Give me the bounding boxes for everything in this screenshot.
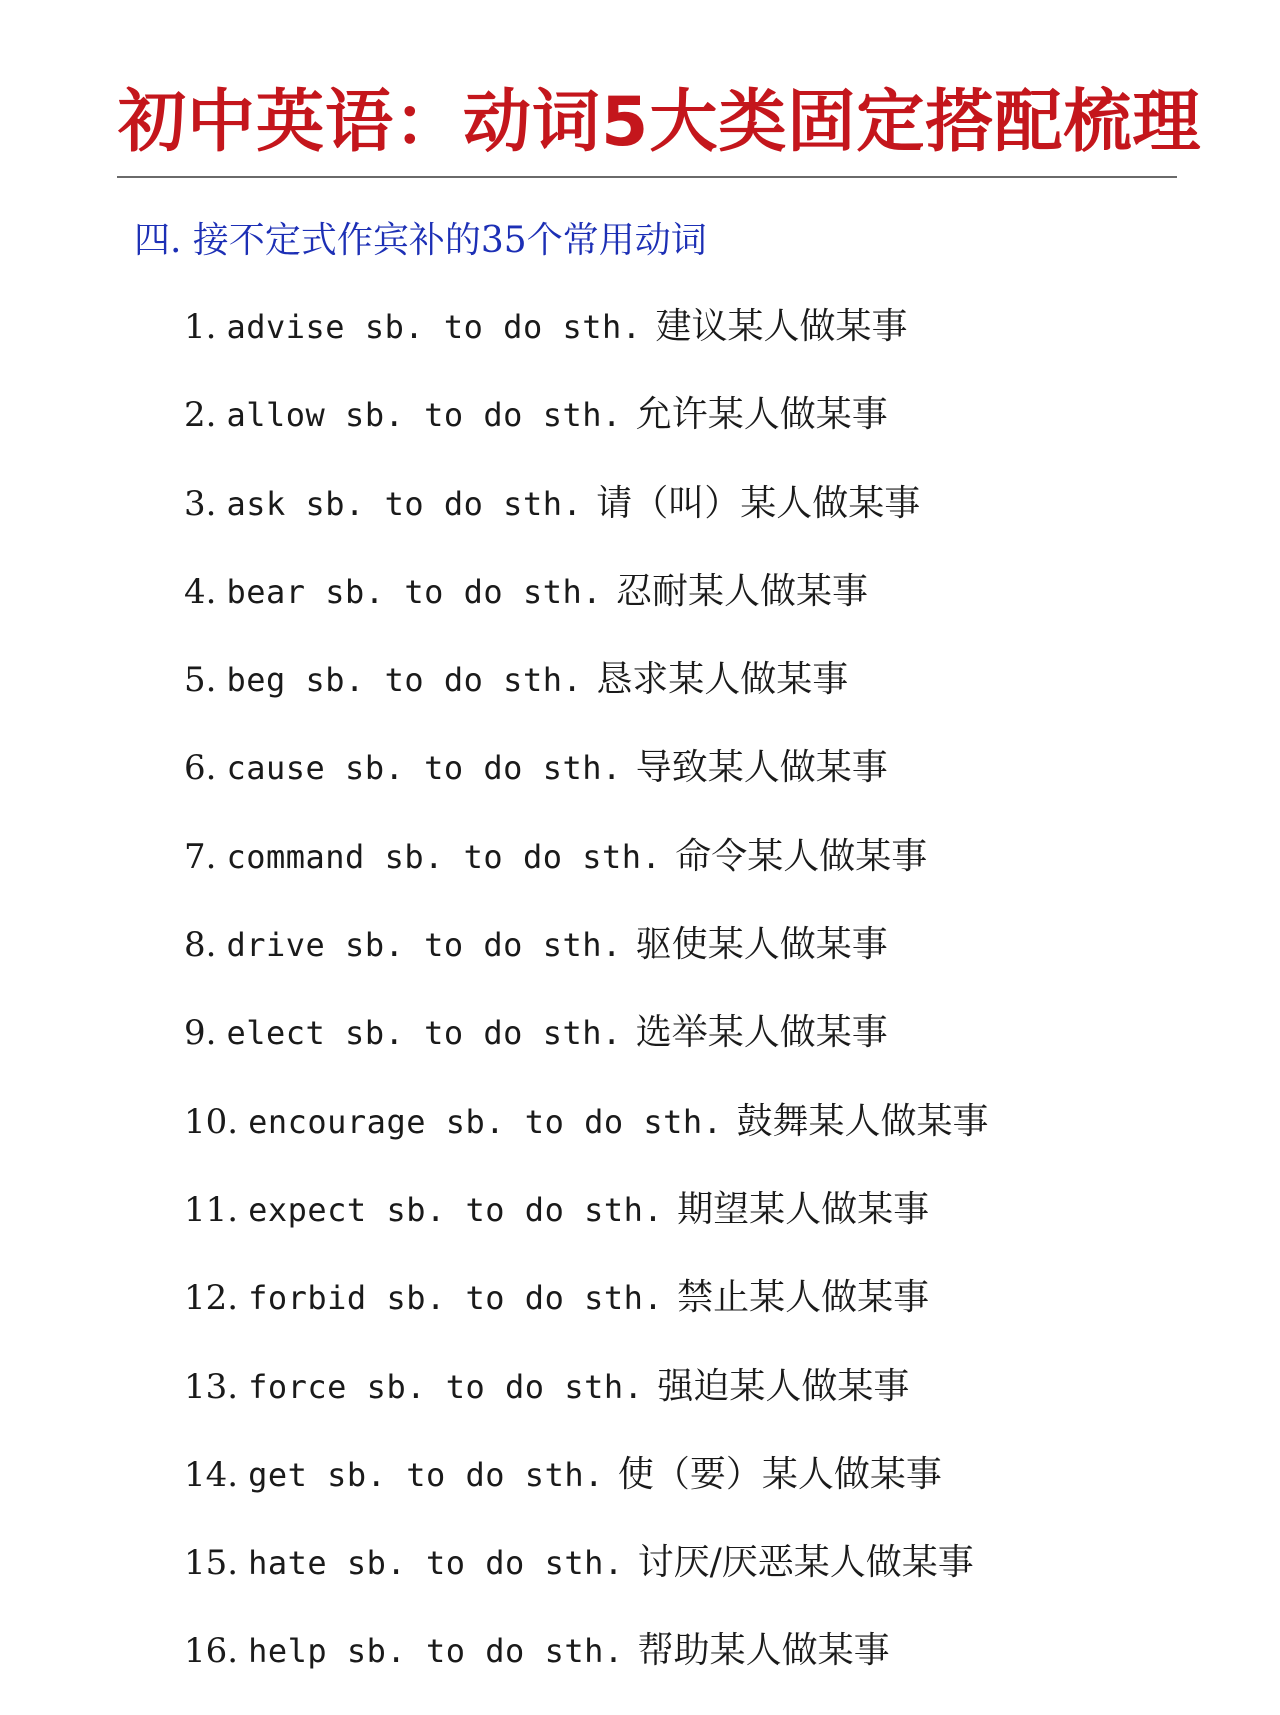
list-item <box>184 1626 988 1714</box>
item-english: elect sb. to do sth. <box>226 1014 622 1053</box>
list-item <box>184 655 988 743</box>
list-item <box>184 832 988 920</box>
item-english: forbid sb. to do sth. <box>248 1279 664 1318</box>
item-chinese: 请（叫）某人做某事 <box>596 482 921 524</box>
list-item <box>184 1097 988 1185</box>
list-item <box>184 920 988 1008</box>
item-number: 15. <box>184 1543 239 1584</box>
item-english: drive sb. to do sth. <box>226 926 622 965</box>
item-chinese: 鼓舞某人做某事 <box>736 1100 989 1142</box>
item-chinese: 驱使某人做某事 <box>635 924 888 966</box>
item-chinese: 命令某人做某事 <box>675 835 928 877</box>
title-divider <box>117 176 1177 178</box>
item-english: encourage sb. to do sth. <box>248 1102 723 1141</box>
item-chinese: 恳求某人做某事 <box>596 659 849 701</box>
item-chinese: 讨厌/厌恶某人做某事 <box>637 1542 974 1584</box>
verb-list <box>184 302 988 1715</box>
item-english: beg sb. to do sth. <box>226 661 583 700</box>
item-chinese: 期望某人做某事 <box>677 1188 930 1230</box>
item-english: expect sb. to do sth. <box>248 1190 664 1229</box>
list-item <box>184 567 988 655</box>
list-item <box>184 302 988 390</box>
item-chinese: 强迫某人做某事 <box>657 1365 910 1407</box>
item-chinese: 导致某人做某事 <box>635 747 888 789</box>
item-number: 7. <box>184 836 217 877</box>
item-chinese: 使（要）某人做某事 <box>617 1453 942 1495</box>
item-chinese: 选举某人做某事 <box>635 1012 888 1054</box>
item-english: ask sb. to do sth. <box>226 484 583 523</box>
item-english: bear sb. to do sth. <box>226 572 602 611</box>
item-number: 10. <box>184 1101 239 1142</box>
item-number: 8. <box>184 925 217 966</box>
item-number: 3. <box>184 483 217 524</box>
list-item <box>184 1362 988 1450</box>
list-item <box>184 1008 988 1096</box>
item-number: 9. <box>184 1013 217 1054</box>
item-english: get sb. to do sth. <box>248 1455 604 1494</box>
item-number: 13. <box>184 1366 239 1407</box>
item-english: advise sb. to do sth. <box>226 308 642 346</box>
section-heading: 四. 接不定式作宾补的35个常用动词 <box>134 220 707 261</box>
item-chinese: 建议某人做某事 <box>655 306 908 347</box>
item-number: 11. <box>184 1189 239 1230</box>
item-number: 4. <box>184 571 217 612</box>
item-english: force sb. to do sth. <box>248 1367 644 1406</box>
list-item <box>184 743 988 831</box>
list-item <box>184 1185 988 1273</box>
item-number: 2. <box>184 395 217 436</box>
item-english: allow sb. to do sth. <box>226 396 622 435</box>
item-number: 1. <box>184 307 217 347</box>
item-number: 5. <box>184 660 217 701</box>
page-title: 初中英语：动词5大类固定搭配梳理 <box>118 83 1202 162</box>
list-item <box>184 1450 988 1538</box>
item-number: 14. <box>184 1454 239 1495</box>
item-chinese: 帮助某人做某事 <box>637 1630 890 1672</box>
item-number: 6. <box>184 748 217 789</box>
item-english: cause sb. to do sth. <box>226 749 622 788</box>
item-number: 12. <box>184 1278 239 1319</box>
list-item <box>184 479 988 567</box>
list-item <box>184 1273 988 1361</box>
item-english: hate sb. to do sth. <box>248 1544 624 1583</box>
list-item <box>184 390 988 478</box>
item-english: command sb. to do sth. <box>226 837 662 876</box>
item-chinese: 禁止某人做某事 <box>677 1277 930 1319</box>
item-chinese: 允许某人做某事 <box>635 394 888 436</box>
item-chinese: 忍耐某人做某事 <box>616 570 869 612</box>
item-english: help sb. to do sth. <box>248 1632 624 1671</box>
list-item <box>184 1538 988 1626</box>
item-number: 16. <box>184 1631 239 1672</box>
